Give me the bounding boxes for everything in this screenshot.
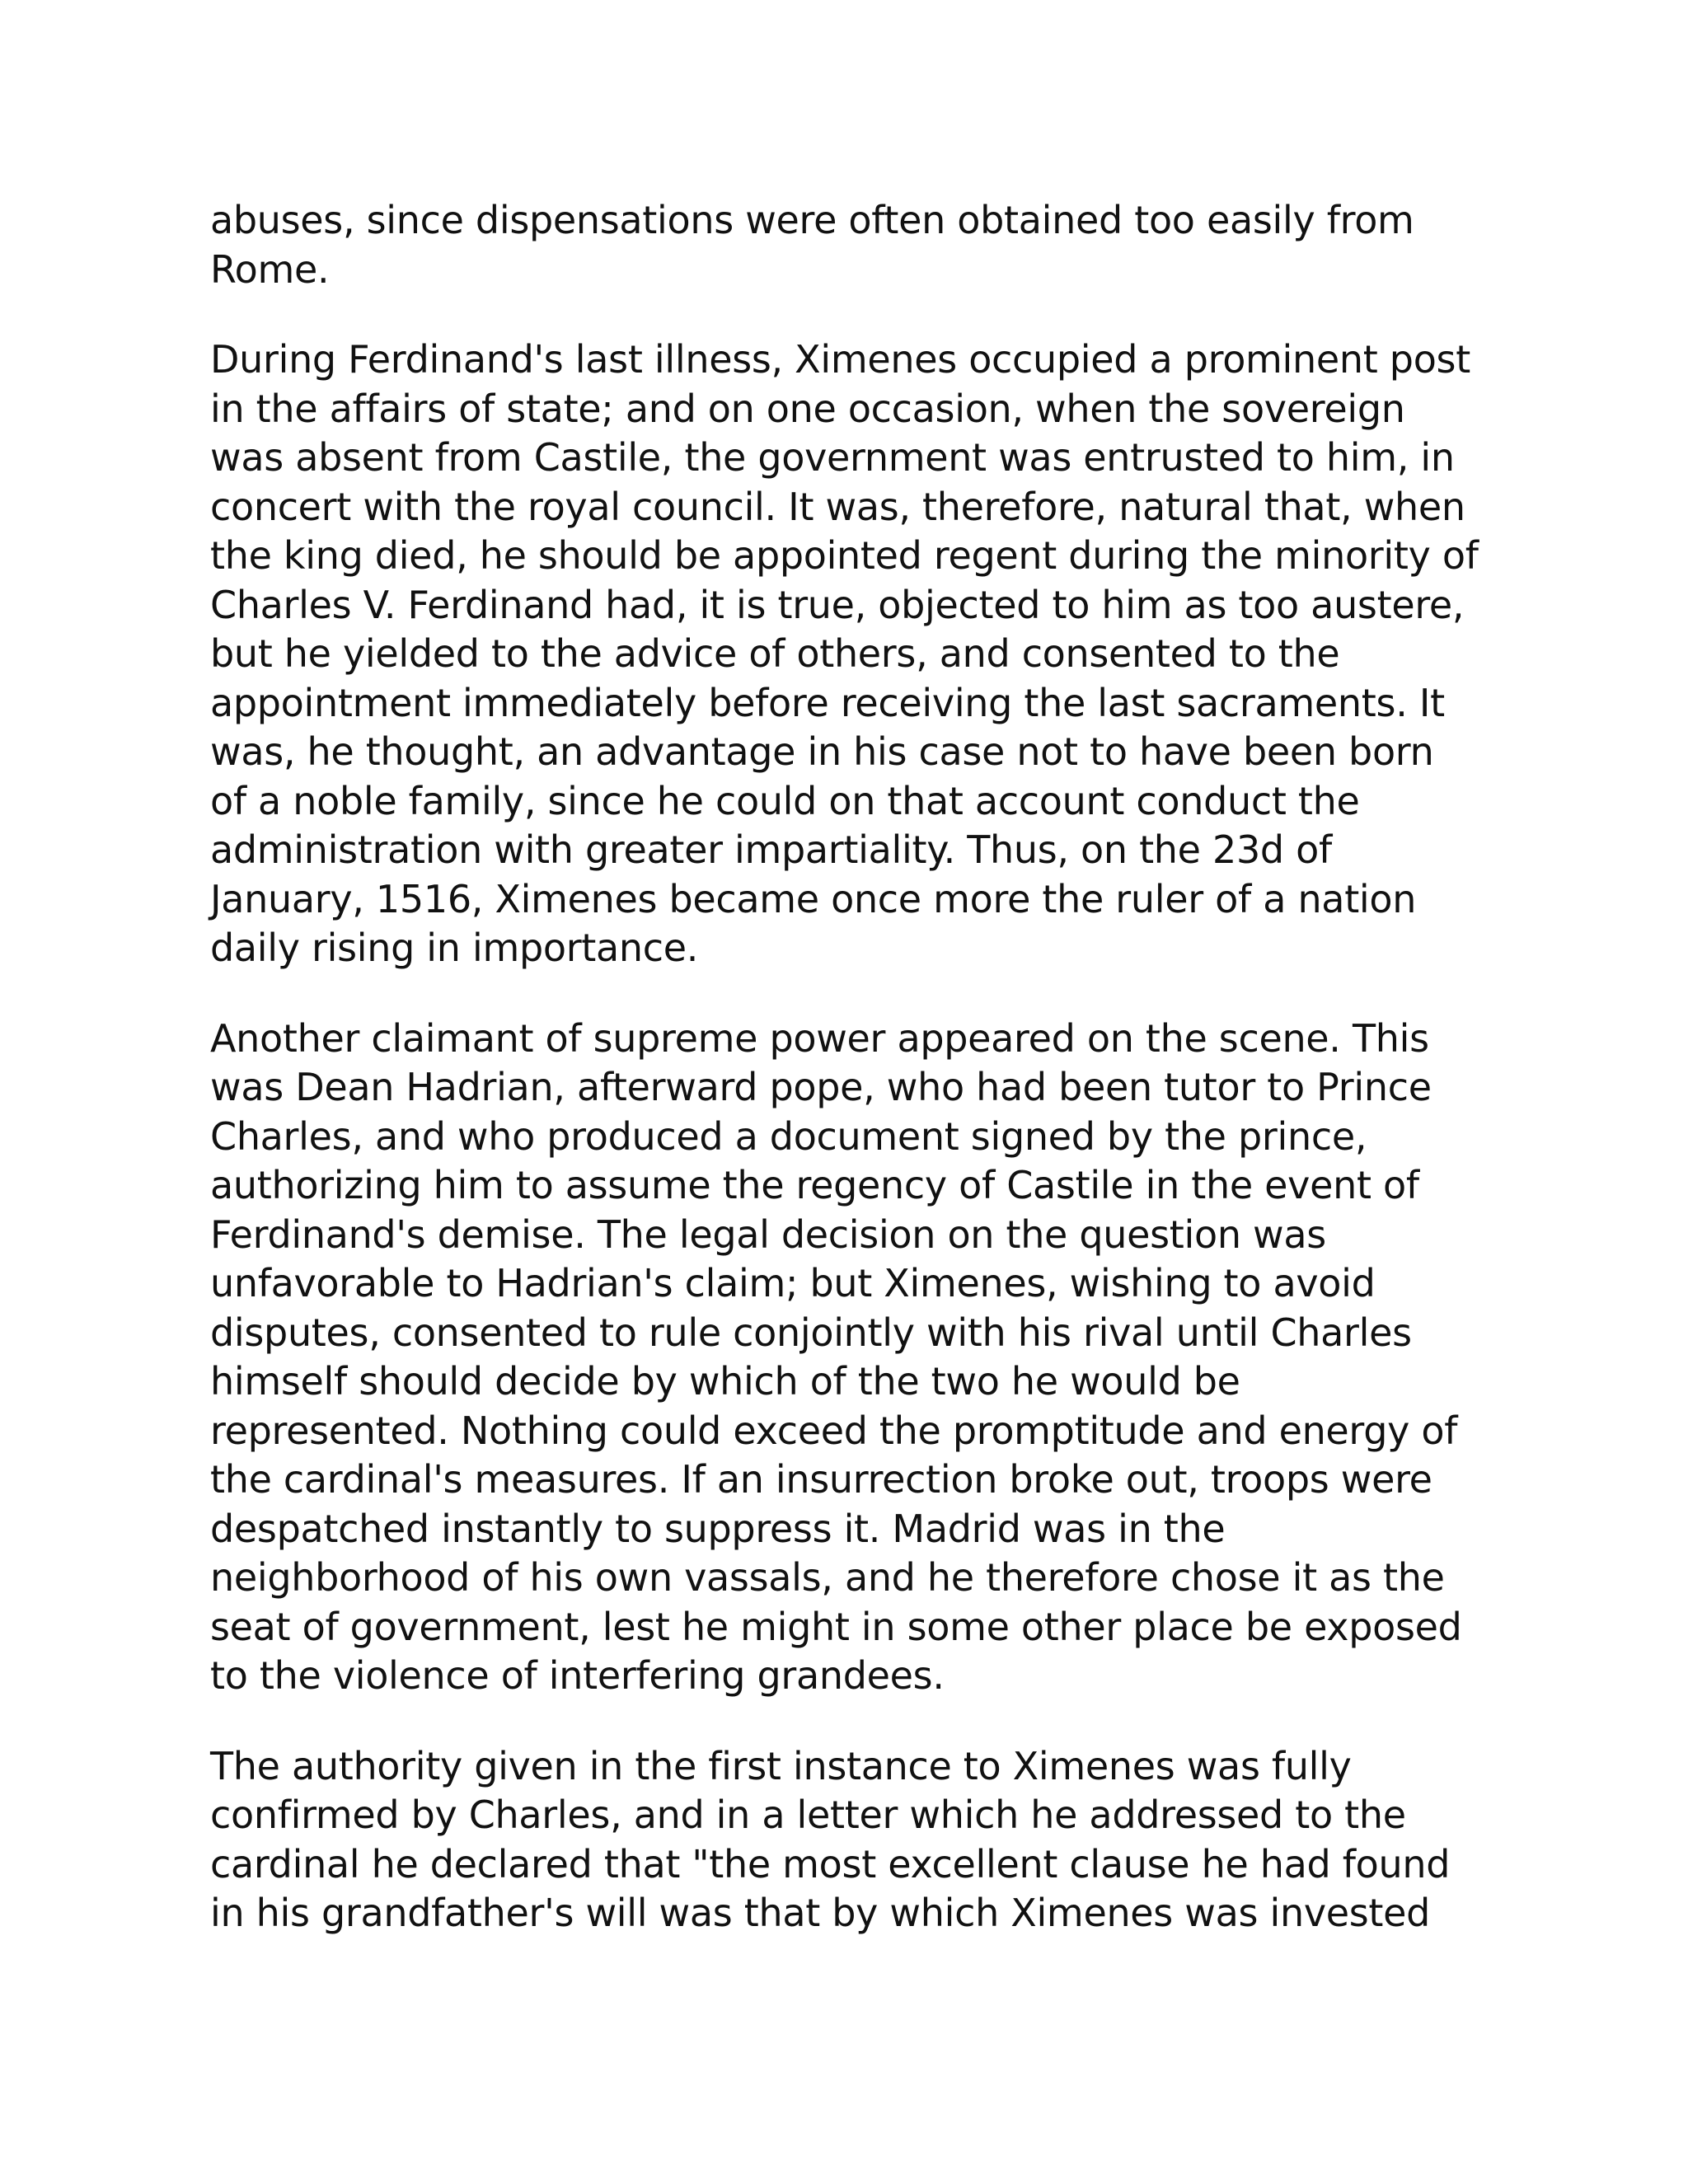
text-line: concert with the royal council. It was, therefore, natural that, when	[210, 484, 1465, 529]
text-line: of a noble family, since he could on that account conduct the	[210, 778, 1360, 823]
text-line: Charles, and who produced a document signed by the prince,	[210, 1113, 1367, 1159]
text-line: appointment immediately before receiving the last sacraments. It	[210, 680, 1445, 725]
text-line: in his grandfather's will was that by which Ximenes was invested	[210, 1891, 1431, 1935]
text-line: Charles V. Ferdinand had, it is true, objected to him as too austere,	[210, 582, 1465, 627]
text-line: the king died, he should be appointed regent during the minority of	[210, 533, 1479, 578]
text-line: in the affairs of state; and on one occasion, when the sovereign	[210, 386, 1405, 431]
text-line: seat of government, lest he might in some other place be exposed	[210, 1604, 1462, 1649]
paragraph	[210, 335, 1479, 973]
text-line: daily rising in importance.	[210, 926, 699, 970]
text-line: was Dean Hadrian, afterward pope, who had been tutor to Prince	[210, 1065, 1432, 1109]
body-text	[210, 196, 1479, 1938]
text-line: During Ferdinand's last illness, Ximenes occupied a prominent post	[210, 337, 1470, 382]
text-line: disputes, consented to rule conjointly with his rival until Charles	[210, 1310, 1412, 1355]
paragraph	[210, 1015, 1479, 1701]
text-line: confirmed by Charles, and in a letter which he addressed to the	[210, 1793, 1406, 1837]
text-line: abuses, since dispensations were often obtained too easily from	[210, 198, 1414, 242]
text-line: administration with greater impartiality. Thus, on the 23d of	[210, 827, 1332, 872]
paragraph	[210, 196, 1479, 294]
text-line: the cardinal's measures. If an insurrection broke out, troops were	[210, 1457, 1432, 1502]
text-line: Rome.	[210, 246, 330, 292]
text-line: unfavorable to Hadrian's claim; but Ximenes, wishing to avoid	[210, 1261, 1376, 1305]
text-line: Ferdinand's demise. The legal decision on the question was	[210, 1212, 1326, 1257]
text-line: The authority given in the first instance to Ximenes was fully	[210, 1743, 1352, 1788]
text-line: despatched instantly to suppress it. Madrid was in the	[210, 1506, 1226, 1551]
text-line: was, he thought, an advantage in his case not to have been born	[210, 729, 1434, 774]
text-line: Another claimant of supreme power appeared on the scene. This	[210, 1015, 1429, 1061]
text-line: January, 1516, Ximenes became once more the ruler of a nation	[210, 876, 1417, 921]
text-line: cardinal he declared that "the most excellent clause he had found	[210, 1841, 1451, 1886]
text-line: neighborhood of his own vassals, and he therefore chose it as the	[210, 1555, 1445, 1600]
text-line: but he yielded to the advice of others, and consented to the	[210, 631, 1340, 676]
text-line: was absent from Castile, the government was entrusted to him, in	[210, 435, 1455, 480]
text-line: himself should decide by which of the two he would be	[210, 1359, 1240, 1404]
text-line: represented. Nothing could exceed the promptitude and energy of	[210, 1408, 1458, 1453]
paragraph	[210, 1742, 1479, 1938]
text-line: authorizing him to assume the regency of Castile in the event of	[210, 1163, 1419, 1207]
text-line: to the violence of interfering grandees.	[210, 1653, 945, 1698]
